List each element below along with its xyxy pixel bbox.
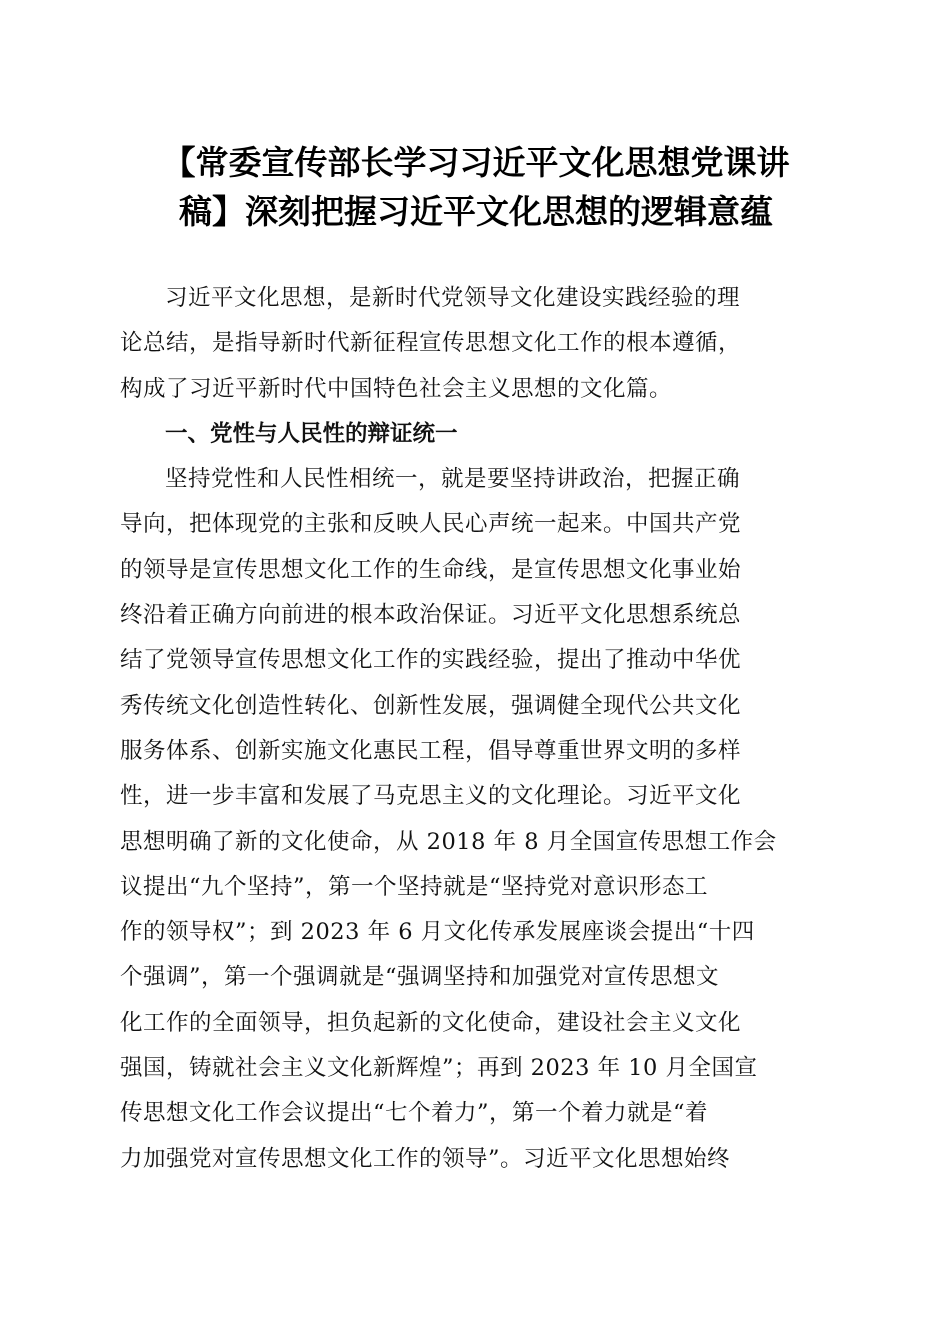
text-line: 性，进一步丰富和发展了马克思主义的文化理论。习近平文化 [120, 783, 742, 810]
intro-paragraph [120, 276, 832, 412]
document-body [120, 276, 832, 1182]
text-line: 力加强党对宣传思想文化工作的领导”。习近平文化思想始终 [120, 1145, 731, 1172]
text-line: 服务体系、创新实施文化惠民工程，倡导尊重世界文明的多样 [120, 737, 742, 764]
document-title [120, 138, 832, 236]
title-line-2: 稿】深刻把握习近平文化思想的逻辑意蕴 [179, 192, 773, 231]
text-line: 秀传统文化创造性转化、创新性发展，强调健全现代公共文化 [120, 692, 742, 719]
text-line: 的领导是宣传思想文化工作的生命线，是宣传思想文化事业始 [120, 556, 742, 583]
text-line: 个强调”，第一个强调就是“强调坚持和加强党对宣传思想文 [120, 964, 720, 991]
section-paragraph [120, 457, 832, 1182]
text-line: 强国，铸就社会主义文化新辉煌”；再到 2023 年 10 月全国宣 [120, 1055, 758, 1082]
text-line: 化工作的全面领导，担负起新的文化使命，建设社会主义文化 [120, 1009, 742, 1036]
text-line: 导向，把体现党的主张和反映人民心声统一起来。中国共产党 [120, 511, 742, 538]
text-line: 作的领导权”；到 2023 年 6 月文化传承发展座谈会提出“十四 [120, 919, 755, 946]
text-line: 习近平文化思想，是新时代党领导文化建设实践经验的理 [165, 285, 741, 311]
text-line: 构成了习近平新时代中国特色社会主义思想的文化篇。 [120, 375, 673, 402]
text-line: 思想明确了新的文化使命，从 2018 年 8 月全国宣传思想工作会 [120, 828, 777, 855]
section-heading: 一、党性与人民性的辩证统一 [165, 420, 458, 447]
title-line-1: 【常委宣传部长学习习近平文化思想党课讲 [162, 143, 790, 182]
text-line: 终沿着正确方向前进的根本政治保证。习近平文化思想系统总 [120, 602, 742, 629]
text-line: 论总结，是指导新时代新征程宣传思想文化工作的根本遵循， [120, 330, 742, 357]
text-line: 传思想文化工作会议提出“七个着力”，第一个着力就是“着 [120, 1100, 709, 1127]
text-line: 坚持党性和人民性相统一，就是要坚持讲政治，把握正确 [165, 466, 741, 493]
text-line: 结了党领导宣传思想文化工作的实践经验，提出了推动中华优 [120, 647, 742, 674]
text-line: 议提出“九个坚持”，第一个坚持就是“坚持党对意识形态工 [120, 873, 709, 900]
